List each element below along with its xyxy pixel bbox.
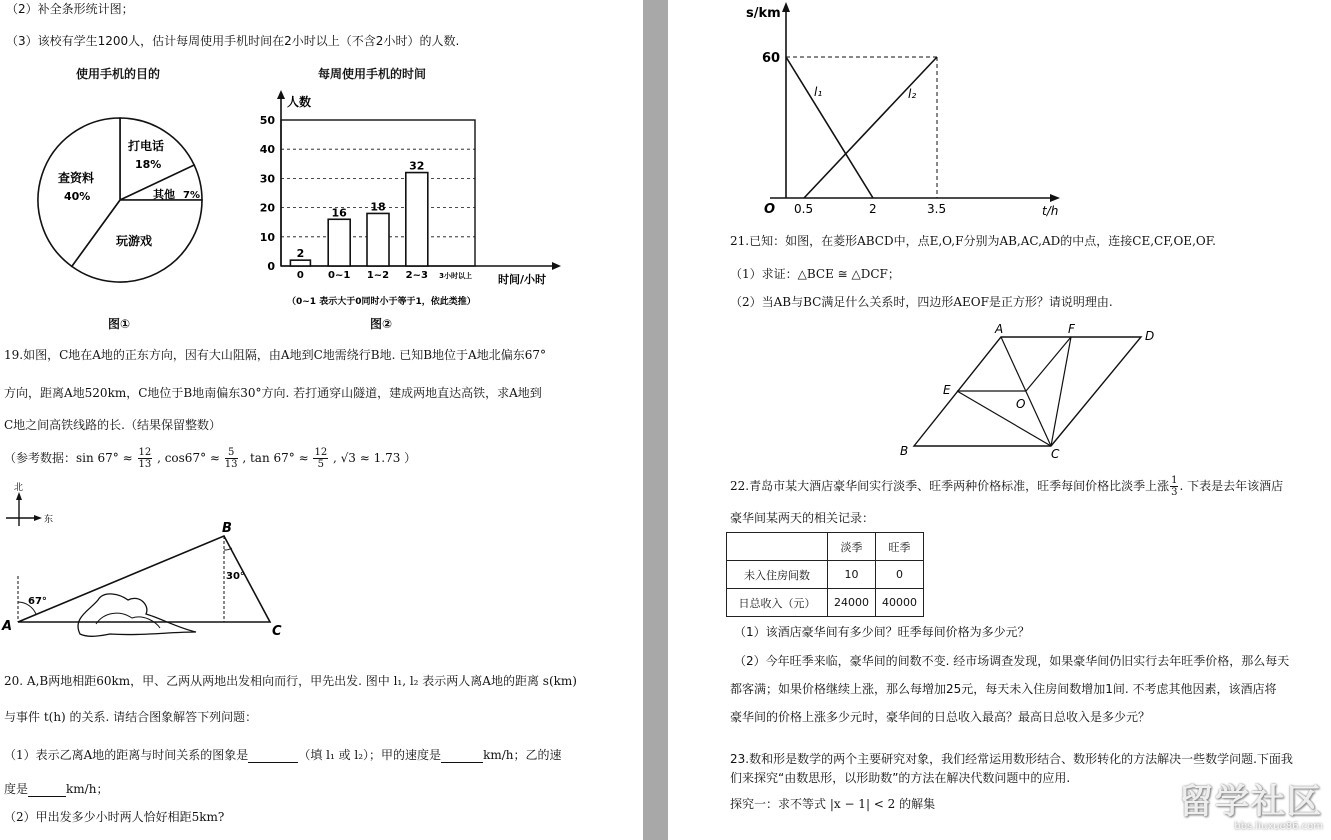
q22-line1-a: 22.青岛市某大酒店豪华间实行淡季、旺季两种价格标准，旺季每间价格比淡季上涨 <box>730 479 1170 493</box>
pie-caption: 图① <box>108 317 131 331</box>
bar-note: （0~1 表示大于0同时小于等于1，依此类推） <box>287 297 476 307</box>
q20-p1-c: km/h；乙的速 <box>483 748 562 762</box>
q20-p1-e: km/h； <box>66 782 109 796</box>
table-cell: 0 <box>876 561 924 589</box>
bar-ytick-label: 10 <box>259 230 275 244</box>
bar-ytick-label: 30 <box>259 172 275 186</box>
q22-line2: 豪华间某两天的相关记录： <box>730 511 875 525</box>
table-header-cell: 旺季 <box>876 533 924 561</box>
graph-y60: 60 <box>762 51 781 66</box>
graph-l1: l₁ <box>814 85 823 99</box>
compass-north-arrow <box>16 492 22 500</box>
label-A: A <box>2 619 13 634</box>
bar-xtick-label: 2~3 <box>405 270 428 281</box>
bar <box>406 173 428 266</box>
ref-tan-label: , tan 67° ≈ <box>242 451 309 465</box>
q22-part2-line1: （2）今年旺季来临，豪华间的间数不变. 经市场调查发现，如果豪华间仍旧实行去年旺季价格，那么每天 <box>734 654 1290 668</box>
pie-label-call: 打电话 <box>128 139 165 153</box>
graph-ylabel: s/km <box>746 6 781 21</box>
ref-cos-frac <box>225 447 238 470</box>
q20-part1-cont <box>4 781 108 797</box>
q22-record-table <box>726 532 924 617</box>
pie-label-game: 玩游戏 <box>116 234 153 248</box>
bar <box>290 260 310 266</box>
mountain <box>78 594 196 636</box>
q22-part2-line2: 都客满；如果价格继续上涨，那么每增加25元，每天未入住房间数增加1间. 不考虑其他因素，该酒店将 <box>730 682 1277 696</box>
graph-x35: 3.5 <box>927 202 947 216</box>
graph-xlabel: t/h <box>1042 204 1059 218</box>
q18-part2: （2）补全条形统计图； <box>6 2 134 16</box>
q22-line1 <box>730 470 1283 502</box>
q20-line2: 与事件 t(h) 的关系. 请结合图象解答下列问题： <box>4 710 258 724</box>
ref-cos-den: 13 <box>224 459 238 470</box>
table-row <box>727 533 924 561</box>
line-l1 <box>786 57 873 198</box>
table-cell: 10 <box>828 561 876 589</box>
distance-time-graph <box>746 0 1068 225</box>
label-B: B <box>222 521 232 536</box>
pie-title: 使用手机的目的 <box>76 67 161 81</box>
q22-line1-b: . 下表是去年该酒店 <box>1179 479 1284 493</box>
ref-sin-den: 13 <box>138 459 152 470</box>
bar-xtick-label: 3小时以上 <box>439 272 473 280</box>
q18-part3: （3）该校有学生1200人，估计每周使用手机时间在2小时以上（不含2小时）的人数. <box>6 34 460 48</box>
table-header-cell: 淡季 <box>828 533 876 561</box>
rh-E: E <box>943 383 951 397</box>
rh-F: F <box>1068 322 1075 336</box>
q19-line2: 方向，距离A地520km，C地位于B地南偏东30°方向. 若打通穿山隧道，建成两地直达高铁，求A地到 <box>4 386 542 400</box>
bar-value-label: 32 <box>409 159 425 173</box>
table-cell: 40000 <box>876 589 924 617</box>
bar-title: 每周使用手机的时间 <box>318 67 427 81</box>
ref-cos-label: , cos67° ≈ <box>157 451 220 465</box>
q20-p1-a: （1）表示乙离A地的距离与时间关系的图象是 <box>4 748 249 762</box>
table-cell: 日总收入（元） <box>727 589 828 617</box>
q22-frac-den: 3 <box>1171 487 1178 498</box>
seg-OF <box>1026 337 1071 391</box>
q19-line1: 19.如图，C地在A地的正东方向，因有大山阻隔，由A地到C地需绕行B地. 已知B地位于A地北偏东67° <box>4 348 546 362</box>
q19-triangle-figure <box>0 478 300 643</box>
label-angle-67: 67° <box>28 596 47 607</box>
table-cell: 未入住房间数 <box>727 561 828 589</box>
watermark-title: 留学社区 <box>1179 782 1323 822</box>
pie-label-other: 其他 <box>153 188 175 201</box>
q23-line3: 探究一：求不等式 |x − 1| < 2 的解集 <box>730 797 936 811</box>
q20-blank-speed-yi[interactable] <box>28 784 66 797</box>
ref-sin-frac <box>138 447 153 470</box>
watermark-logo <box>1179 783 1323 832</box>
bar-y-arrow <box>277 90 285 99</box>
rhombus-figure <box>896 322 1166 462</box>
ref-tan-num: 12 <box>314 447 328 458</box>
q22-part1: （1）该酒店豪华间有多少间？旺季每间价格为多少元？ <box>734 625 1030 639</box>
compass-east-label: 东 <box>44 515 54 525</box>
s-axis-arrow <box>782 2 790 12</box>
q23-line1: 23.数和形是数学的两个主要研究对象，我们经常运用数形结合、数形转化的方法解决一些数学问题.下面我 <box>730 752 1293 766</box>
bar-ytick-label: 20 <box>259 201 275 215</box>
q21-part2: （2）当AB与BC满足什么关系时，四边形AEOF是正方形？请说明理由. <box>730 295 1113 309</box>
ref-cos-num: 5 <box>225 447 238 459</box>
q19-line3: C地之间高铁线路的长.（结果保留整数） <box>4 418 221 432</box>
table-cell: 24000 <box>828 589 876 617</box>
pie-label-search: 查资料 <box>58 171 95 185</box>
q19-reference <box>4 441 416 475</box>
rh-C: C <box>1051 447 1060 461</box>
graph-x05: 0.5 <box>794 202 814 216</box>
ref-tan-den: 5 <box>317 459 325 470</box>
q20-part2: （2）甲出发多少小时两人恰好相距5km? <box>4 810 225 824</box>
pie-percent-search: 40% <box>64 190 91 203</box>
bar-xtick-label: 0~1 <box>328 270 351 281</box>
bar-ytick-label: 0 <box>267 260 275 273</box>
bar-x-arrow <box>552 262 561 270</box>
table-header-cell <box>727 533 828 561</box>
bar <box>367 213 389 266</box>
ref-suffix: , √3 ≈ 1.73 ） <box>333 451 417 465</box>
bar-caption: 图② <box>370 317 393 331</box>
label-angle-30: 30° <box>226 571 245 582</box>
left-page <box>0 0 643 840</box>
graph-x2: 2 <box>869 202 877 216</box>
bar <box>328 219 350 266</box>
bar-chart <box>255 88 565 313</box>
bar-xtick-label: 1~2 <box>366 270 390 281</box>
q21-line1: 21.已知：如图，在菱形ABCD中，点E,O,F分别为AB,AC,AD的中点，连接CE,CF,OE,OF. <box>730 234 1216 248</box>
ref-sin-num: 12 <box>138 447 152 458</box>
seg-EC <box>957 391 1051 446</box>
ref-tan-frac <box>313 447 328 470</box>
bar-ylabel: 人数 <box>287 95 312 109</box>
t-axis-arrow <box>1050 194 1060 202</box>
q20-p1-b: （填 l₁ 或 l₂）；甲的速度是 <box>298 748 442 762</box>
line-l2 <box>804 57 937 198</box>
pie-chart <box>30 110 210 290</box>
pie-percent-call: 18% <box>135 158 162 171</box>
compass-east-arrow <box>34 515 42 521</box>
bar-value-label: 18 <box>370 200 386 214</box>
bar-ytick-label: 50 <box>259 114 275 127</box>
label-C: C <box>272 624 282 639</box>
graph-l2: l₂ <box>908 87 917 101</box>
table-row <box>727 589 924 617</box>
q20-p1-d: 度是 <box>4 782 29 796</box>
page-gutter <box>643 0 668 840</box>
q20-blank-graph[interactable] <box>248 750 298 763</box>
rh-B: B <box>900 444 909 458</box>
table-row <box>727 561 924 589</box>
rh-D: D <box>1145 329 1155 343</box>
bar-xtick-label: 0 <box>296 270 304 281</box>
bar-ytick-label: 40 <box>259 143 275 157</box>
q20-part1 <box>4 747 562 763</box>
seg-FC <box>1051 337 1071 446</box>
q22-frac-num: 1 <box>1171 475 1178 486</box>
q23-line2: 们来探究“由数思形，以形助数”的方法在解决代数问题中的应用. <box>730 771 1071 785</box>
q22-part2-line3: 豪华间的价格上涨多少元时，豪华间的日总收入最高？最高日总收入是多少元？ <box>730 710 1151 724</box>
graph-origin: O <box>764 202 776 217</box>
bar-value-label: 2 <box>296 247 305 261</box>
watermark-url: bbs.liuxue86.com <box>1234 821 1323 832</box>
rh-O: O <box>1016 397 1026 411</box>
q21-part1: （1）求证：△BCE ≅ △DCF； <box>730 267 900 281</box>
pie-percent-other: 7% <box>183 190 200 201</box>
bar-xlabel: 时间/小时 <box>498 273 547 286</box>
rh-A: A <box>995 322 1004 336</box>
q22-frac <box>1170 475 1178 498</box>
q20-blank-speed-jia[interactable] <box>441 750 483 763</box>
ref-prefix: （参考数据：sin 67° ≈ <box>4 451 133 465</box>
q20-line1: 20. A,B两地相距60km，甲、乙两从两地出发相向而行，甲先出发. 图中 l₁, l₂ 表示两人离A地的距离 s(km) <box>4 674 577 688</box>
bar-value-label: 16 <box>331 206 347 220</box>
right-page <box>668 0 1331 840</box>
compass-north-label: 北 <box>14 483 24 493</box>
